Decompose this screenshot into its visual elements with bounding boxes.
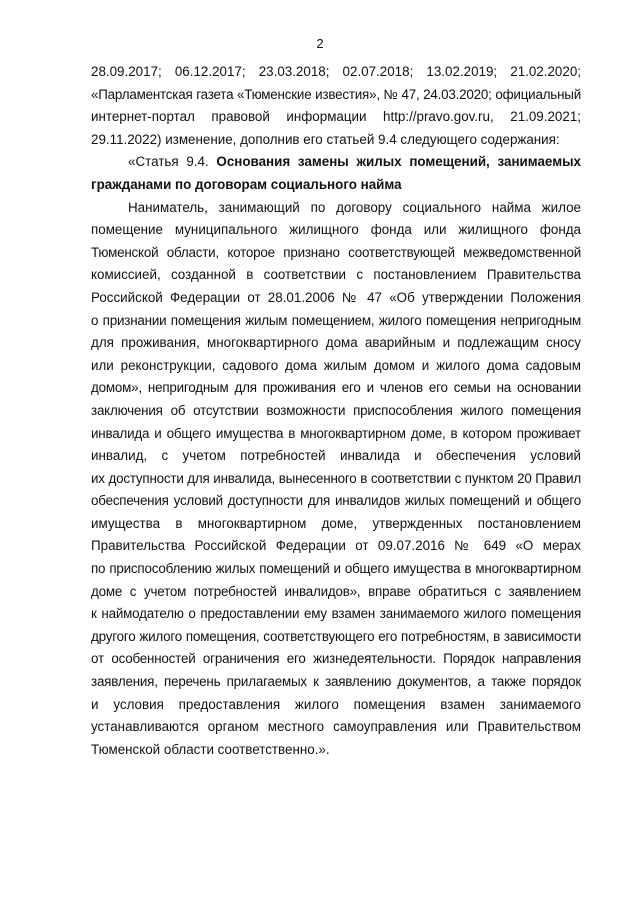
intro-line: 28.09.2017; 06.12.2017; 23.03.2018; 02.07.2018; 13.02.2019; 21.02.2020;: [91, 64, 581, 79]
body-line: устанавливаются органом местного самоуправления или Правительством: [91, 719, 581, 735]
page-number: 2: [316, 36, 324, 51]
body-line: Российской Федерации от 28.01.2006 № 47 «Об утверждении Положения: [91, 289, 581, 305]
body-line: Тюменской области соответственно.».: [91, 741, 330, 757]
body-line: обеспечения условий доступности для инвалидов жилых помещений и общего: [91, 493, 581, 509]
body-line: имущества в многоквартирном доме, утвержденных постановлением: [91, 515, 581, 531]
body-line: и условия предоставления жилого помещения взамен занимаемого: [91, 696, 581, 712]
body-line: комиссией, созданной в соответствии с постановлением Правительства: [91, 267, 581, 283]
body-line: доме с учетом потребностей инвалидов», вправе обратиться с заявлением: [91, 583, 581, 599]
body-line: по приспособлению жилых помещений и общего имущества в многоквартирном: [91, 561, 581, 577]
body-line: Правительства Российской Федерации от 09.07.2016 № 649 «О мерах: [91, 538, 581, 554]
body-line: для проживания, многоквартирного дома аварийным и подлежащим сносу: [91, 335, 581, 351]
body-line: инвалид, с учетом потребностей инвалида и обеспечения условий: [91, 448, 581, 464]
body-line: их доступности для инвалида, вынесенного в соответствии с пунктом 20 Правил: [91, 470, 581, 486]
body-line: Тюменской области, которое признано соответствующей межведомственной: [91, 244, 581, 260]
body-line: заключения об отсутствии возможности приспособления жилого помещения: [91, 402, 581, 418]
body-line: другого жилого помещения, соответствующего его потребностям, в зависимости: [91, 628, 581, 644]
body-line: или реконструкции, садового дома жилым домом и жилого дома садовым: [91, 357, 581, 373]
article-heading-line: [91, 151, 581, 174]
article-prefix: «Статья 9.4.: [128, 154, 217, 170]
intro-paragraph: [91, 61, 581, 151]
article-heading: [91, 151, 581, 196]
article-body: [91, 197, 581, 762]
body-line: домом», непригодным для проживания его и членов его семьи на основании: [91, 380, 581, 396]
body-line: Наниматель, занимающий по договору социального найма жилое: [128, 199, 581, 215]
body-line: от особенностей ограничения его жизнедеятельности. Порядок направления: [91, 651, 581, 667]
intro-line: «Парламентская газета «Тюменские известия», № 47, 24.03.2020; официальный: [91, 86, 581, 102]
body-line: инвалида и общего имущества в многоквартирном доме, в котором проживает: [91, 425, 581, 441]
body-line: о признании помещения жилым помещением, жилого помещения непригодным: [91, 312, 581, 328]
body-line: заявления, перечень прилагаемых к заявлению документов, а также порядок: [91, 674, 581, 690]
body-line: помещение муниципального жилищного фонда или жилищного фонда: [91, 222, 581, 238]
article-title-part1: Основания замены жилых помещений, занимаемых: [216, 154, 581, 170]
article-title-part2: гражданами по договорам социального найма: [91, 176, 402, 192]
intro-line: интернет-портал правовой информации http://pravo.gov.ru, 21.09.2021;: [91, 109, 581, 125]
document-body: [91, 61, 581, 761]
intro-line: 29.11.2022) изменение, дополнив его статьей 9.4 следующего содержания:: [91, 131, 560, 147]
body-line: к наймодателю о предоставлении ему взамен занимаемого жилого помещения: [91, 606, 581, 622]
